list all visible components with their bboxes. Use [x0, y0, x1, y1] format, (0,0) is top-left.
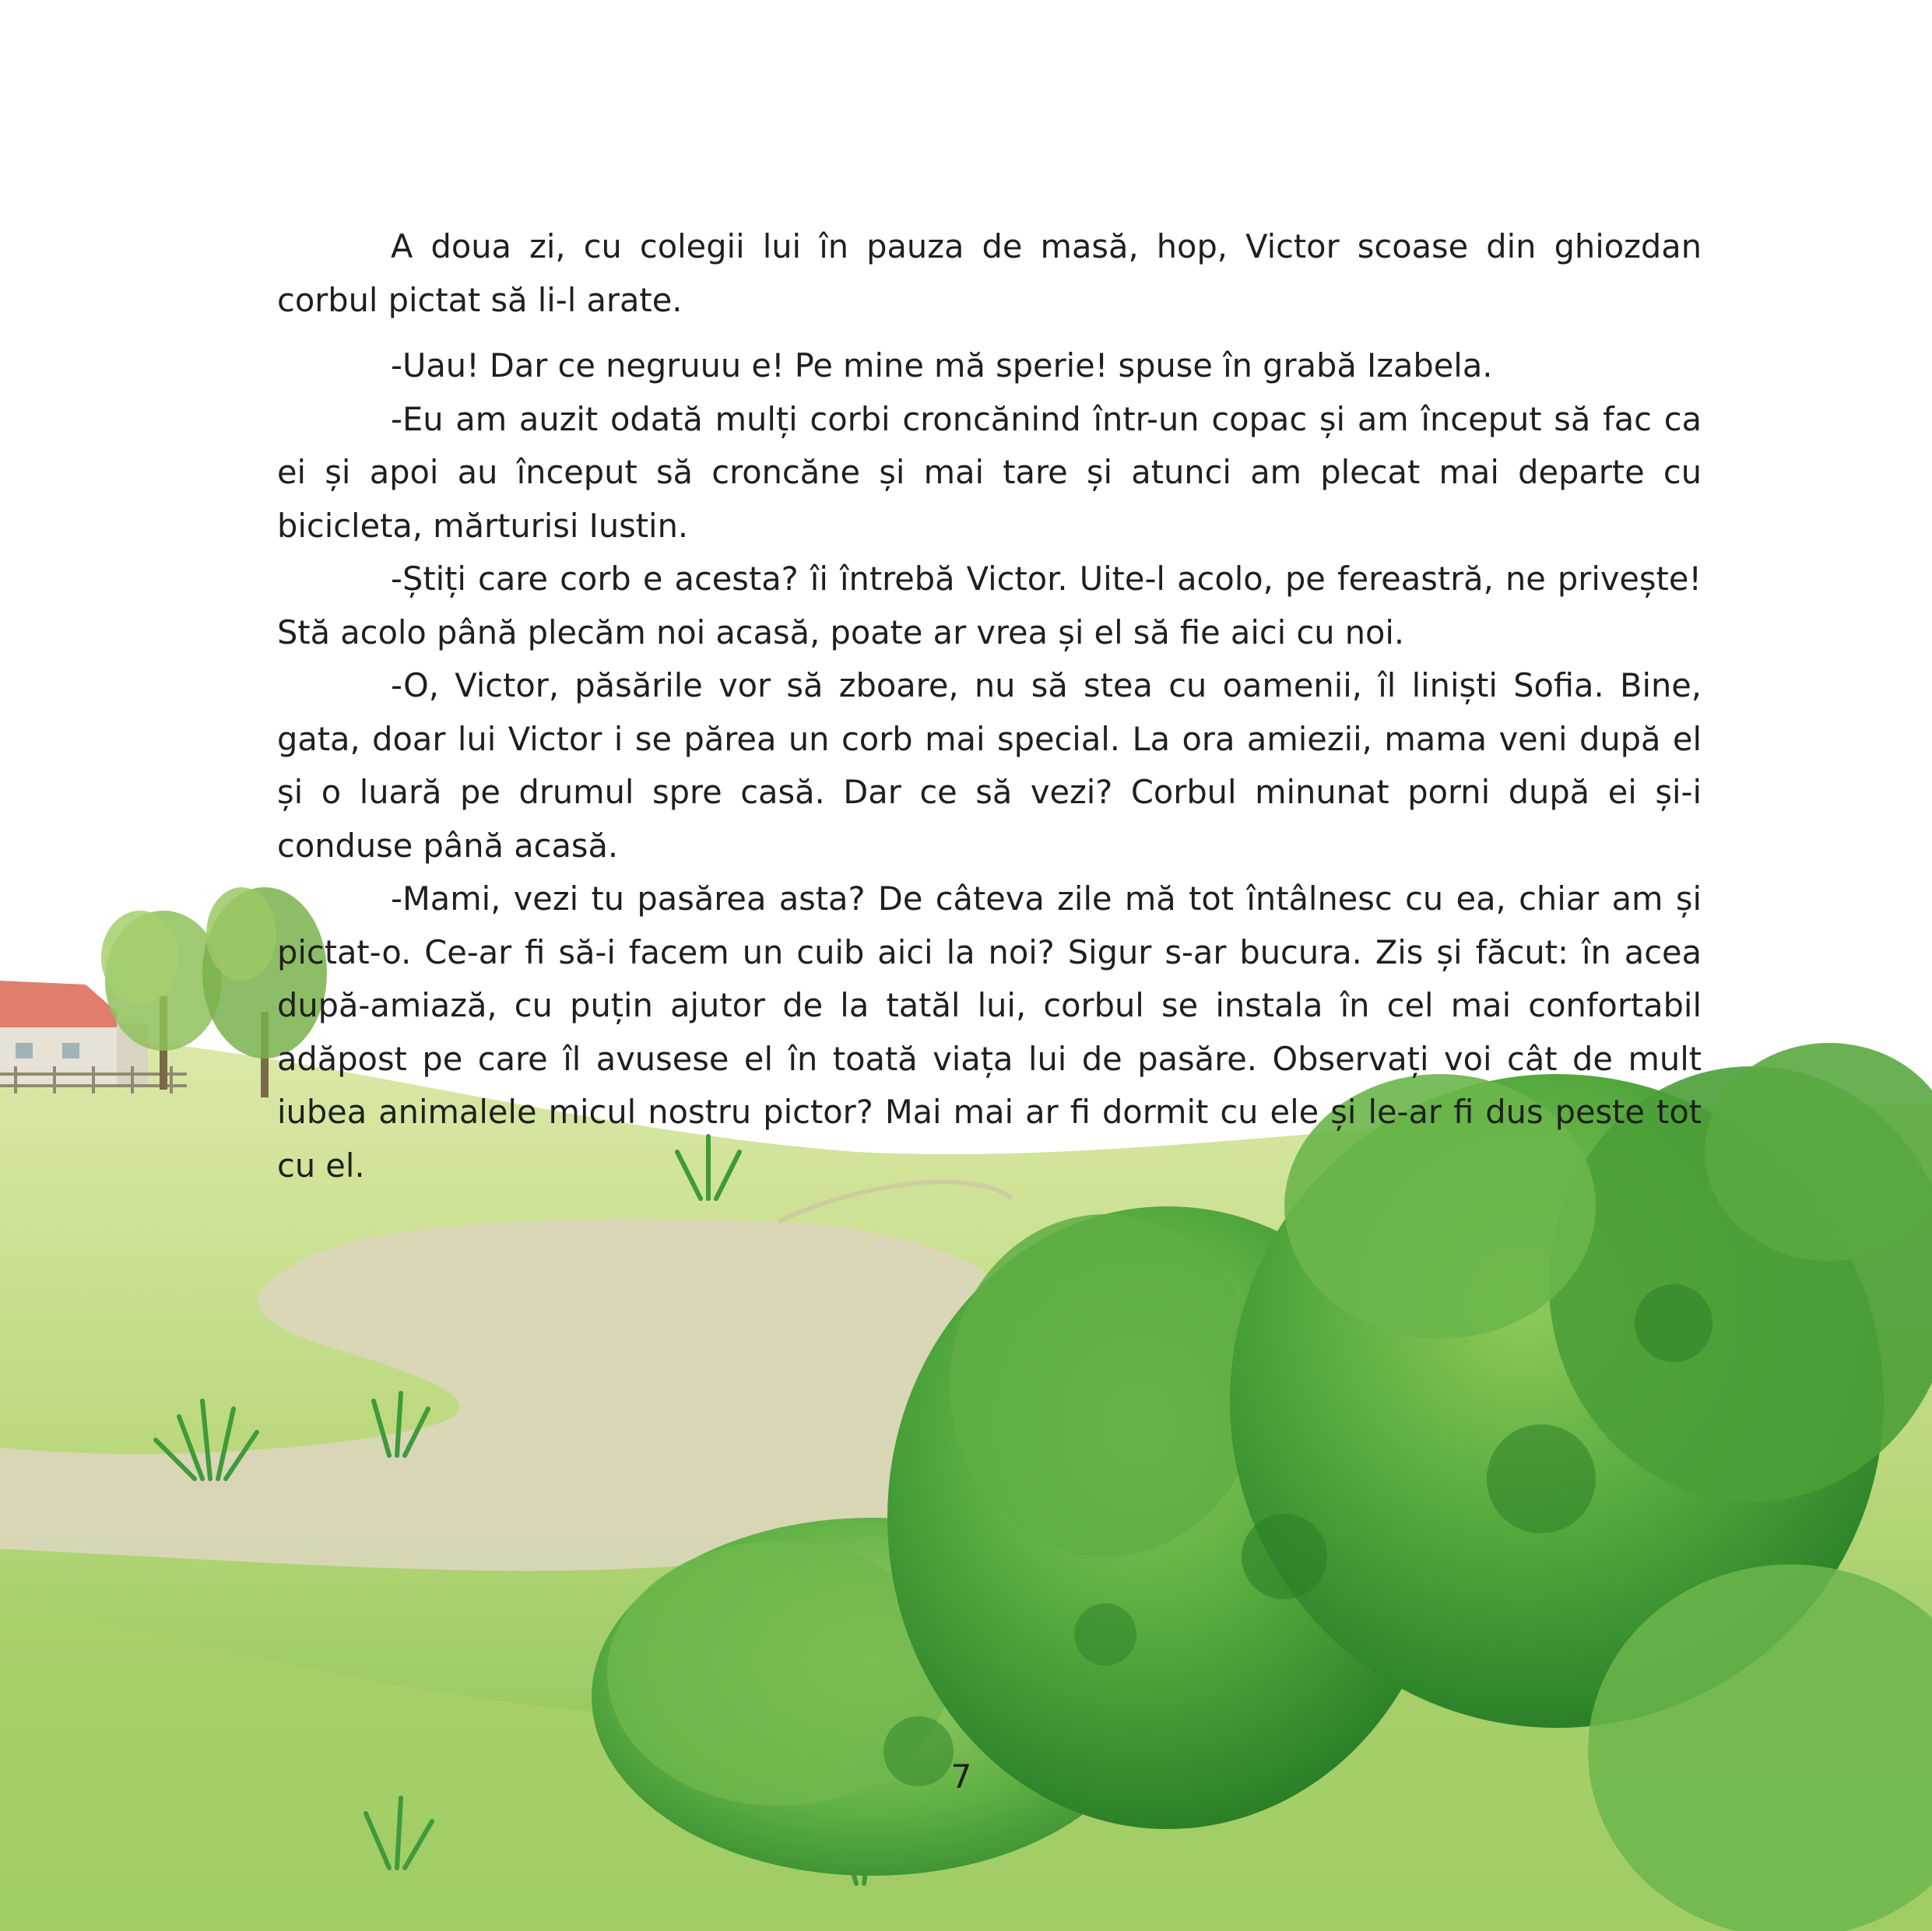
story-paragraph: -Eu am auzit odată mulți corbi croncănind într-un copac și am început să fac ca ei și apoi au început să croncăne și mai tare și atunci am plecat mai departe cu bicicleta, mărturisi Iustin. — [277, 399, 1702, 545]
story-text — [277, 220, 1702, 1192]
story-paragraph: -O, Victor, păsările vor să zboare, nu să stea cu oamenii, îl liniști Sofia. Bine, gata, doar lui Victor i se părea un corb mai special. La ora amiezii, mama veni după el și o luară pe drumul spre casă. Dar ce să vezi? Corbul minunat porni după ei și-i conduse până acasă. — [277, 666, 1702, 865]
story-paragraph: -Știți care corb e acesta? îi întrebă Victor. Uite-l acolo, pe fereastră, ne privește! Stă acolo până plecăm noi acasă, poate ar vrea și el să fie aici cu noi. — [277, 560, 1702, 651]
story-paragraph: A doua zi, cu colegii lui în pauza de masă, hop, Victor scoase din ghiozdan corbul pictat să li-l arate. — [277, 227, 1702, 319]
story-paragraph: -Mami, vezi tu pasărea asta? De câteva zile mă tot întâlnesc cu ea, chiar am și pictat-o. Ce-ar fi să-i facem un cuib aici la noi? Sigur s-ar bucura. Zis și făcut: în acea după-amiază, cu puțin ajutor de la tatăl lui, corbul se instala în cel mai confortabil adăpost pe care îl avusese el în toată viața lui de pasăre. Observați voi cât de mult iubea animalele micul nostru pictor? Mai mai ar fi dormit cu ele și le-ar fi dus peste tot cu el. — [277, 879, 1702, 1185]
story-paragraph: -Uau! Dar ce negruuu e! Pe mine mă sperie! spuse în grabă Izabela. — [391, 346, 1493, 384]
page-number: 7 — [950, 1757, 972, 1796]
